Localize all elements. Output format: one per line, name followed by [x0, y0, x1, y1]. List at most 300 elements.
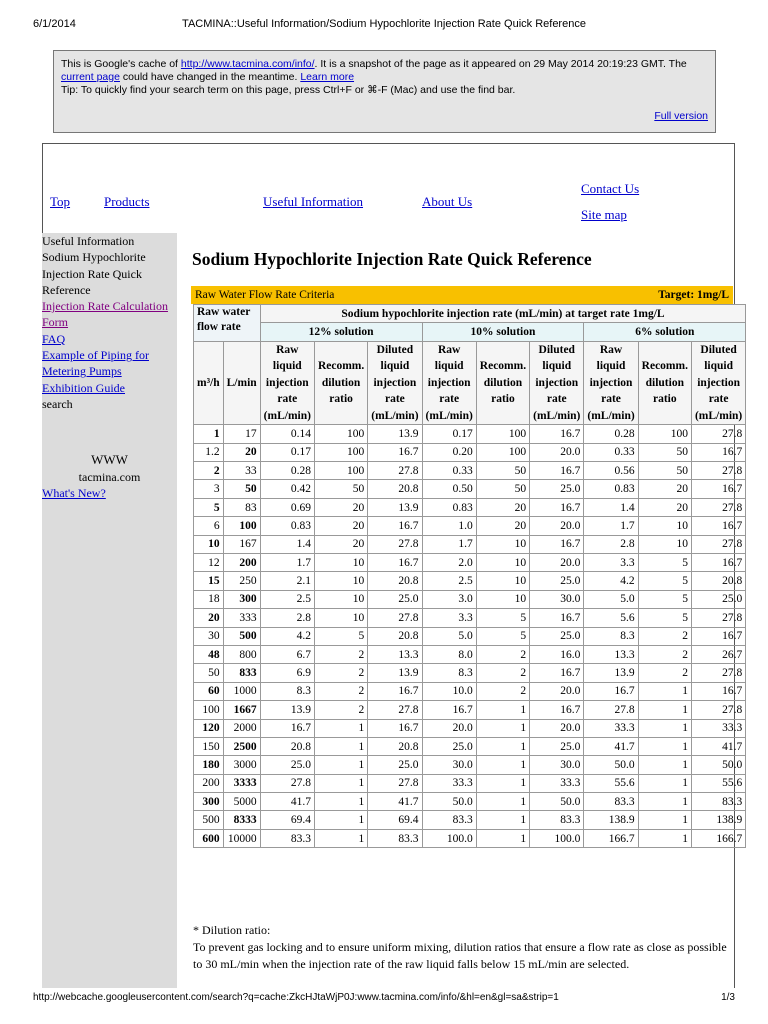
table-cell: 12	[194, 554, 224, 572]
table-cell: 27.8	[368, 774, 422, 792]
sidebar-site-search	[42, 452, 177, 485]
table-cell: 10	[638, 517, 691, 535]
table-cell: 20	[476, 517, 529, 535]
table-row	[194, 682, 746, 700]
table-cell: 83.3	[584, 793, 638, 811]
table-cell: 1	[476, 793, 529, 811]
table-cell: 25.0	[260, 756, 314, 774]
table-cell: 33.3	[691, 719, 745, 737]
table-cell: 250	[223, 572, 260, 590]
table-cell: 1	[476, 737, 529, 755]
table-cell: 0.17	[260, 443, 314, 461]
table-row	[194, 535, 746, 553]
table-cell: 5.0	[584, 590, 638, 608]
col-header-raw-liquid: Raw liquid injection rate (mL/min)	[422, 341, 476, 425]
table-cell: 16.7	[691, 627, 745, 645]
table-cell: 0.50	[422, 480, 476, 498]
table-cell: 27.8	[691, 609, 745, 627]
table-cell: 13.9	[584, 664, 638, 682]
table-row	[194, 609, 746, 627]
table-cell: 48	[194, 645, 224, 663]
table-cell: 2000	[223, 719, 260, 737]
table-cell: 60	[194, 682, 224, 700]
table-cell: 3.3	[584, 554, 638, 572]
table-cell: 0.28	[260, 462, 314, 480]
table-cell: 1	[638, 719, 691, 737]
table-cell: 1	[314, 756, 367, 774]
table-cell: 41.7	[368, 793, 422, 811]
table-cell: 1	[638, 829, 691, 847]
table-cell: 16.7	[530, 462, 584, 480]
col-header-raw-water: Raw water flow rate	[194, 305, 261, 342]
table-cell: 16.7	[530, 664, 584, 682]
table-cell: 33.3	[584, 719, 638, 737]
print-footer-url: http://webcache.googleusercontent.com/search?q=cache:ZkcHJtaWjP0J:www.tacmina.com/info/&hl=en&gl=sa&strip=1	[33, 992, 559, 1003]
table-cell: 100	[476, 443, 529, 461]
table-cell: 800	[223, 645, 260, 663]
table-cell: 27.8	[368, 609, 422, 627]
injection-rate-table	[193, 304, 746, 848]
table-cell: 13.9	[368, 425, 422, 443]
table-cell: 10	[476, 590, 529, 608]
table-cell: 500	[223, 627, 260, 645]
table-cell: 16.7	[368, 682, 422, 700]
table-row	[194, 517, 746, 535]
table-cell: 2	[638, 645, 691, 663]
table-cell: 27.8	[691, 425, 745, 443]
table-cell: 50	[638, 462, 691, 480]
table-cell: 2	[194, 462, 224, 480]
cache-notice	[53, 50, 716, 133]
table-cell: 83.3	[422, 811, 476, 829]
table-cell: 0.33	[422, 462, 476, 480]
col-header-injection-rate: Sodium hypochlorite injection rate (mL/min) at target rate 1mg/L	[260, 305, 746, 323]
table-cell: 20	[638, 480, 691, 498]
table-cell: 150	[194, 737, 224, 755]
table-cell: 138.9	[584, 811, 638, 829]
table-cell: 100.0	[530, 829, 584, 847]
table-cell: 5	[638, 590, 691, 608]
table-cell: 3000	[223, 756, 260, 774]
table-cell: 333	[223, 609, 260, 627]
nav-top-link[interactable]: Top	[50, 194, 71, 209]
table-cell: 1	[314, 811, 367, 829]
table-cell: 27.8	[691, 498, 745, 516]
table-cell: 27.8	[691, 462, 745, 480]
table-cell: 16.7	[691, 554, 745, 572]
table-cell: 5	[314, 627, 367, 645]
table-cell: 10	[314, 609, 367, 627]
table-cell: 1	[314, 774, 367, 792]
table-cell: 6.7	[260, 645, 314, 663]
table-cell: 33.3	[530, 774, 584, 792]
table-cell: 3.3	[422, 609, 476, 627]
table-cell: 2.5	[260, 590, 314, 608]
table-row	[194, 572, 746, 590]
table-cell: 20.8	[368, 627, 422, 645]
table-cell: 120	[194, 719, 224, 737]
table-cell: 20	[638, 498, 691, 516]
table-cell: 50	[194, 664, 224, 682]
table-cell: 50	[314, 480, 367, 498]
table-cell: 16.7	[368, 443, 422, 461]
table-cell: 2	[638, 627, 691, 645]
table-cell: 30.0	[530, 756, 584, 774]
table-cell: 18	[194, 590, 224, 608]
table-cell: 27.8	[260, 774, 314, 792]
table-cell: 10	[476, 535, 529, 553]
table-cell: 10	[314, 590, 367, 608]
table-row	[194, 462, 746, 480]
table-cell: 8.3	[584, 627, 638, 645]
table-cell: 16.7	[530, 498, 584, 516]
table-cell: 16.7	[422, 701, 476, 719]
table-cell: 8.3	[260, 682, 314, 700]
table-cell: 27.8	[368, 462, 422, 480]
table-cell: 1	[638, 811, 691, 829]
table-cell: 83.3	[691, 793, 745, 811]
table-cell: 16.7	[691, 517, 745, 535]
sidebar-site-label: tacmina.com	[78, 469, 141, 484]
col-header-12pct: 12% solution	[260, 323, 422, 341]
table-row	[194, 554, 746, 572]
table-cell: 27.8	[584, 701, 638, 719]
table-cell: 5	[638, 609, 691, 627]
sidebar-search-label: search	[42, 396, 73, 411]
table-cell: 5000	[223, 793, 260, 811]
table-cell: 1	[638, 701, 691, 719]
table-row	[194, 627, 746, 645]
table-cell: 2	[476, 664, 529, 682]
nav-products-link[interactable]: Products	[104, 194, 150, 209]
table-cell: 5	[476, 609, 529, 627]
sidebar-www-label: WWW	[91, 452, 128, 468]
table-cell: 50	[476, 480, 529, 498]
table-cell: 2	[476, 682, 529, 700]
table-cell: 100	[314, 443, 367, 461]
table-cell: 20.8	[368, 737, 422, 755]
table-cell: 2.0	[422, 554, 476, 572]
table-row	[194, 737, 746, 755]
table-cell: 20.0	[530, 682, 584, 700]
table-cell: 20	[314, 498, 367, 516]
table-cell: 100.0	[422, 829, 476, 847]
col-header-lmin: L/min	[223, 341, 260, 425]
table-cell: 83	[223, 498, 260, 516]
cache-source-link[interactable]: http://www.tacmina.com/info/	[180, 58, 315, 70]
table-cell: 0.56	[584, 462, 638, 480]
table-cell: 30	[194, 627, 224, 645]
table-cell: 2	[476, 645, 529, 663]
full-version-link[interactable]: Full version	[654, 110, 708, 122]
table-cell: 0.28	[584, 425, 638, 443]
table-cell: 13.9	[368, 498, 422, 516]
table-cell: 1667	[223, 701, 260, 719]
table-cell: 20.8	[691, 572, 745, 590]
table-cell: 2.8	[584, 535, 638, 553]
table-cell: 100	[476, 425, 529, 443]
table-cell: 41.7	[260, 793, 314, 811]
table-cell: 1	[194, 425, 224, 443]
table-cell: 16.7	[584, 682, 638, 700]
table-cell: 20	[314, 517, 367, 535]
table-cell: 0.83	[260, 517, 314, 535]
table-cell: 0.14	[260, 425, 314, 443]
table-cell: 27.8	[691, 535, 745, 553]
table-cell: 16.7	[691, 443, 745, 461]
page-title: Sodium Hypochlorite Injection Rate Quick Reference	[192, 249, 592, 269]
table-cell: 0.83	[422, 498, 476, 516]
table-cell: 20	[476, 498, 529, 516]
print-title: TACMINA::Useful Information/Sodium Hypochlorite Injection Rate Quick Reference	[182, 18, 586, 30]
table-cell: 1	[476, 774, 529, 792]
sidebar-item-whats-new[interactable]: What's New?	[42, 485, 106, 500]
sidebar-item-exhibition[interactable]: Exhibition Guide	[42, 380, 125, 395]
col-header-raw-liquid: Raw liquid injection rate (mL/min)	[260, 341, 314, 425]
table-cell: 10	[638, 535, 691, 553]
table-cell: 1.7	[260, 554, 314, 572]
table-cell: 1	[638, 756, 691, 774]
table-cell: 6	[194, 517, 224, 535]
table-cell: 1	[476, 756, 529, 774]
table-cell: 3.0	[422, 590, 476, 608]
table-cell: 1	[638, 793, 691, 811]
table-cell: 2	[314, 682, 367, 700]
table-cell: 83.3	[530, 811, 584, 829]
table-cell: 1	[476, 811, 529, 829]
col-header-6pct: 6% solution	[584, 323, 746, 341]
table-cell: 2.1	[260, 572, 314, 590]
table-cell: 200	[194, 774, 224, 792]
table-cell: 180	[194, 756, 224, 774]
table-cell: 1.0	[422, 517, 476, 535]
table-cell: 1	[476, 701, 529, 719]
table-cell: 55.6	[691, 774, 745, 792]
table-cell: 1	[638, 682, 691, 700]
table-cell: 16.7	[530, 425, 584, 443]
table-cell: 10	[314, 554, 367, 572]
table-cell: 138.9	[691, 811, 745, 829]
table-cell: 17	[223, 425, 260, 443]
table-cell: 16.7	[260, 719, 314, 737]
table-row	[194, 480, 746, 498]
table-cell: 25.0	[368, 590, 422, 608]
table-cell: 100	[638, 425, 691, 443]
table-cell: 50	[638, 443, 691, 461]
sidebar-item-faq[interactable]: FAQ	[42, 331, 66, 346]
sidebar	[42, 233, 177, 501]
table-cell: 16.0	[530, 645, 584, 663]
table-cell: 50.0	[584, 756, 638, 774]
table-cell: 13.3	[368, 645, 422, 663]
table-cell: 26.7	[691, 645, 745, 663]
current-page-link[interactable]: current page	[61, 71, 120, 83]
table-cell: 27.8	[368, 701, 422, 719]
table-row	[194, 645, 746, 663]
nav-about-link[interactable]: About Us	[422, 194, 473, 209]
table-cell: 83.3	[368, 829, 422, 847]
table-cell: 10000	[223, 829, 260, 847]
table-cell: 15	[194, 572, 224, 590]
nav-useful-info-link[interactable]: Useful Information	[263, 194, 364, 209]
table-cell: 16.7	[368, 719, 422, 737]
table-cell: 5	[638, 554, 691, 572]
table-cell: 33.3	[422, 774, 476, 792]
table-cell: 25.0	[422, 737, 476, 755]
col-header-diluted: Diluted liquid injection rate (mL/min)	[368, 341, 422, 425]
table-cell: 20	[194, 609, 224, 627]
col-header-recomm: Recomm. dilution ratio	[314, 341, 367, 425]
notes	[193, 922, 738, 973]
print-date: 6/1/2014	[33, 18, 76, 30]
table-cell: 0.17	[422, 425, 476, 443]
col-header-diluted: Diluted liquid injection rate (mL/min)	[691, 341, 745, 425]
table-cell: 0.83	[584, 480, 638, 498]
table-cell: 100	[314, 462, 367, 480]
table-cell: 50.0	[422, 793, 476, 811]
table-cell: 8.0	[422, 645, 476, 663]
table-cell: 0.33	[584, 443, 638, 461]
table-cell: 83.3	[260, 829, 314, 847]
table-cell: 167	[223, 535, 260, 553]
table-cell: 20.0	[530, 517, 584, 535]
table-cell: 10	[476, 572, 529, 590]
table-cell: 25.0	[530, 572, 584, 590]
table-cell: 50.0	[530, 793, 584, 811]
nav-sitemap-link[interactable]: Site map	[581, 207, 627, 222]
table-cell: 30.0	[530, 590, 584, 608]
table-cell: 20.0	[422, 719, 476, 737]
sidebar-heading-4: Reference	[42, 282, 91, 297]
table-cell: 8.3	[422, 664, 476, 682]
table-row	[194, 590, 746, 608]
table-cell: 50.0	[691, 756, 745, 774]
table-cell: 1	[638, 737, 691, 755]
table-cell: 3333	[223, 774, 260, 792]
table-cell: 1.7	[584, 517, 638, 535]
cache-tip: Tip: To quickly find your search term on this page, press Ctrl+F or ⌘-F (Mac) and use the find bar.	[61, 84, 516, 96]
table-cell: 16.7	[530, 609, 584, 627]
table-cell: 20.0	[530, 719, 584, 737]
table-cell: 13.9	[368, 664, 422, 682]
table-row	[194, 829, 746, 847]
table-cell: 0.69	[260, 498, 314, 516]
table-cell: 166.7	[691, 829, 745, 847]
table-cell: 2	[314, 664, 367, 682]
table-cell: 0.20	[422, 443, 476, 461]
table-cell: 2	[314, 701, 367, 719]
table-cell: 100	[314, 425, 367, 443]
table-cell: 25.0	[530, 480, 584, 498]
nav-contact-link[interactable]: Contact Us	[581, 181, 640, 196]
sidebar-item-piping-2[interactable]: Metering Pumps	[42, 364, 122, 379]
table-cell: 100	[223, 517, 260, 535]
table-row	[194, 425, 746, 443]
table-cell: 16.7	[691, 682, 745, 700]
table-cell: 20.8	[368, 480, 422, 498]
table-cell: 200	[223, 554, 260, 572]
table-cell: 300	[194, 793, 224, 811]
criteria-bar	[191, 286, 733, 304]
table-cell: 1.2	[194, 443, 224, 461]
table-cell: 3	[194, 480, 224, 498]
sidebar-item-piping-1[interactable]: Example of Piping for	[42, 348, 149, 363]
table-cell: 50	[223, 480, 260, 498]
table-row	[194, 793, 746, 811]
table-body	[194, 425, 746, 848]
table-cell: 27.8	[368, 535, 422, 553]
table-cell: 41.7	[691, 737, 745, 755]
col-header-m3h: m³/h	[194, 341, 224, 425]
table-cell: 50	[476, 462, 529, 480]
sidebar-item-calc-2[interactable]: Form	[42, 315, 69, 330]
table-cell: 4.2	[260, 627, 314, 645]
target-label: Target: 1mg/L	[658, 289, 729, 301]
table-cell: 69.4	[260, 811, 314, 829]
criteria-label: Raw Water Flow Rate Criteria	[195, 289, 335, 301]
table-cell: 2	[638, 664, 691, 682]
table-cell: 16.7	[530, 701, 584, 719]
table-cell: 5	[476, 627, 529, 645]
table-row	[194, 774, 746, 792]
col-header-diluted: Diluted liquid injection rate (mL/min)	[530, 341, 584, 425]
print-page-number: 1/3	[721, 992, 735, 1003]
table-cell: 1.4	[260, 535, 314, 553]
table-cell: 20	[314, 535, 367, 553]
table-cell: 1	[476, 829, 529, 847]
table-row	[194, 756, 746, 774]
table-cell: 25.0	[368, 756, 422, 774]
table-cell: 20.8	[368, 572, 422, 590]
table-cell: 33	[223, 462, 260, 480]
table-cell: 10	[314, 572, 367, 590]
table-cell: 1.7	[422, 535, 476, 553]
table-cell: 25.0	[530, 737, 584, 755]
dilution-note-text: To prevent gas locking and to ensure uniform mixing, dilution ratios that ensure a flow rate as close as possible to 30 mL/min when the injection rate of the raw liquid falls below 15 mL/min are selected.	[193, 940, 727, 971]
table-cell: 2	[314, 645, 367, 663]
table-cell: 30.0	[422, 756, 476, 774]
table-row	[194, 811, 746, 829]
table-row	[194, 701, 746, 719]
sidebar-item-calc-1[interactable]: Injection Rate Calculation	[42, 299, 168, 314]
col-header-recomm: Recomm. dilution ratio	[638, 341, 691, 425]
table-cell: 300	[223, 590, 260, 608]
table-cell: 1.4	[584, 498, 638, 516]
col-header-raw-liquid: Raw liquid injection rate (mL/min)	[584, 341, 638, 425]
table-cell: 5.6	[584, 609, 638, 627]
table-cell: 1000	[223, 682, 260, 700]
table-row	[194, 443, 746, 461]
table-cell: 1	[638, 774, 691, 792]
table-cell: 20.8	[260, 737, 314, 755]
table-cell: 1	[314, 793, 367, 811]
table-cell: 10	[194, 535, 224, 553]
table-cell: 1	[314, 719, 367, 737]
table-cell: 2.8	[260, 609, 314, 627]
table-row	[194, 498, 746, 516]
table-cell: 55.6	[584, 774, 638, 792]
sidebar-heading-1: Useful Information	[42, 234, 135, 248]
sidebar-heading-3: Injection Rate Quick	[42, 266, 142, 281]
table-cell: 1	[314, 737, 367, 755]
table-cell: 600	[194, 829, 224, 847]
learn-more-link[interactable]: Learn more	[300, 71, 355, 83]
table-cell: 8333	[223, 811, 260, 829]
table-cell: 5	[638, 572, 691, 590]
sidebar-heading-2: Sodium Hypochlorite	[42, 250, 146, 265]
table-cell: 69.4	[368, 811, 422, 829]
table-cell: 500	[194, 811, 224, 829]
